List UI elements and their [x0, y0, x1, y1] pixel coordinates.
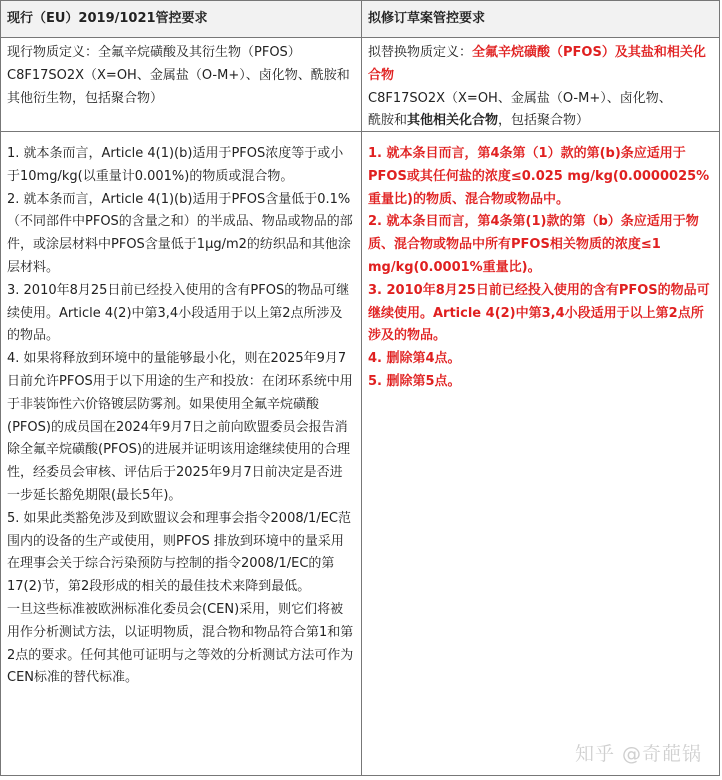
- current-requirements-cell: [1, 143, 361, 763]
- definition-divider: [1, 131, 719, 132]
- proposed-definition-mid: 酰胺和: [368, 113, 408, 129]
- proposed-item-3: 3. 2010年8月25日前已经投入使用的含有PFOS的物品可继续使用。Article 4(2)中第3,4小段适用于以上第2点所涉及的物品。: [368, 282, 710, 344]
- current-definition-cell: [1, 42, 361, 130]
- proposed-item-2: 2. 就本条目而言，第4条第(1)款的第（b）条应适用于物质、混合物或物品中所有PFOS相关物质的浓度≤1 mg/kg(0.0001%重量比)。: [368, 214, 699, 275]
- header-current-requirements: 现行（EU）2019/1021管控要求: [7, 11, 208, 26]
- proposed-definition-prefix: 拟替换物质定义：: [368, 45, 473, 60]
- current-item-5: 5. 如果此类豁免涉及到欧盟议会和理事会指令2008/1/EC范围内的设备的生产或使用，则PFOS 排放到环境中的量采用在理事会关于综合污染预防与控制的指令2008/1/EC的第17(2)节，第2段形成的相关的最佳技术来降到最低。: [7, 510, 351, 595]
- proposed-definition-cell: [362, 42, 720, 130]
- proposed-item-5: 5. 删除第5点。: [368, 373, 461, 389]
- header-proposed-requirements: 拟修订草案管控要求: [368, 11, 486, 26]
- proposed-definition-formula: C8F17SO2X（X=OH、金属盐（O-M+）、卤化物、: [368, 90, 672, 106]
- current-item-3: 3. 2010年8月25日前已经投入使用的含有PFOS的物品可继续使用。Article 4(2)中第3,4小段适用于以上第2点所涉及的物品。: [7, 282, 350, 344]
- proposed-requirements-cell: [362, 143, 720, 443]
- current-item-2: 2. 就本条而言，Article 4(1)(b)适用于PFOS含量低于0.1%（不同部件中PFOS的含量之和）的半成品、物品或物品的部件，或涂层材料中PFOS含量低于1μg/m2的纺织品和其他涂层材料。: [7, 191, 353, 275]
- current-item-4: 4. 如果将释放到环境中的量能够最小化，则在2025年9月7日前允许PFOS用于以下用途的生产和投放：在闭环系统中用于非装饰性六价铬镀层防雾剂。如果使用全氟辛烷磺酸(PFOS)的成员国在2024年9月7日之前向欧盟委员会报告消除全氟辛烷磺酸(PFOS)的进展并证明该用途继续使用的合理性，经委员会审核、评估后于2025年9月7日前决定是否进一步延长豁免期限(最长5年)。: [7, 351, 353, 503]
- proposed-definition-highlight: 全氟辛烷磺酸（PFOS）及其盐和相关化合物: [368, 45, 706, 83]
- proposed-definition-suffix: ，包括聚合物）: [498, 113, 590, 129]
- zhihu-watermark: 知乎 @奇葩锅: [574, 743, 702, 765]
- proposed-item-1: 1. 就本条目而言，第4条第（1）款的第(b)条应适用于PFOS或其任何盐的浓度≤0.025 mg/kg(0.0000025%重量比)的物质、混合物或物品中。: [368, 146, 710, 207]
- current-item-1: 1. 就本条而言，Article 4(1)(b)适用于PFOS浓度等于或小于10mg/kg(以重量计0.001%)的物质或混合物。: [7, 146, 344, 184]
- header-divider: [1, 37, 719, 38]
- proposed-definition-bold: 其他相关化合物: [407, 113, 499, 129]
- current-definition-text: 现行物质定义：全氟辛烷磺酸及其衍生物（PFOS）C8F17SO2X（X=OH、金属盐（O-M+）、卤化物、酰胺和其他衍生物，包括聚合物）: [7, 45, 350, 106]
- proposed-item-4: 4. 删除第4点。: [368, 351, 461, 367]
- current-cen-note: 一旦这些标准被欧洲标准化委员会(CEN)采用，则它们将被用作分析测试方法，以证明物质，混合物和物品符合第1和第2点的要求。任何其他可证明与之等效的分析测试方法可作为CEN标准的替代标准。: [7, 601, 354, 686]
